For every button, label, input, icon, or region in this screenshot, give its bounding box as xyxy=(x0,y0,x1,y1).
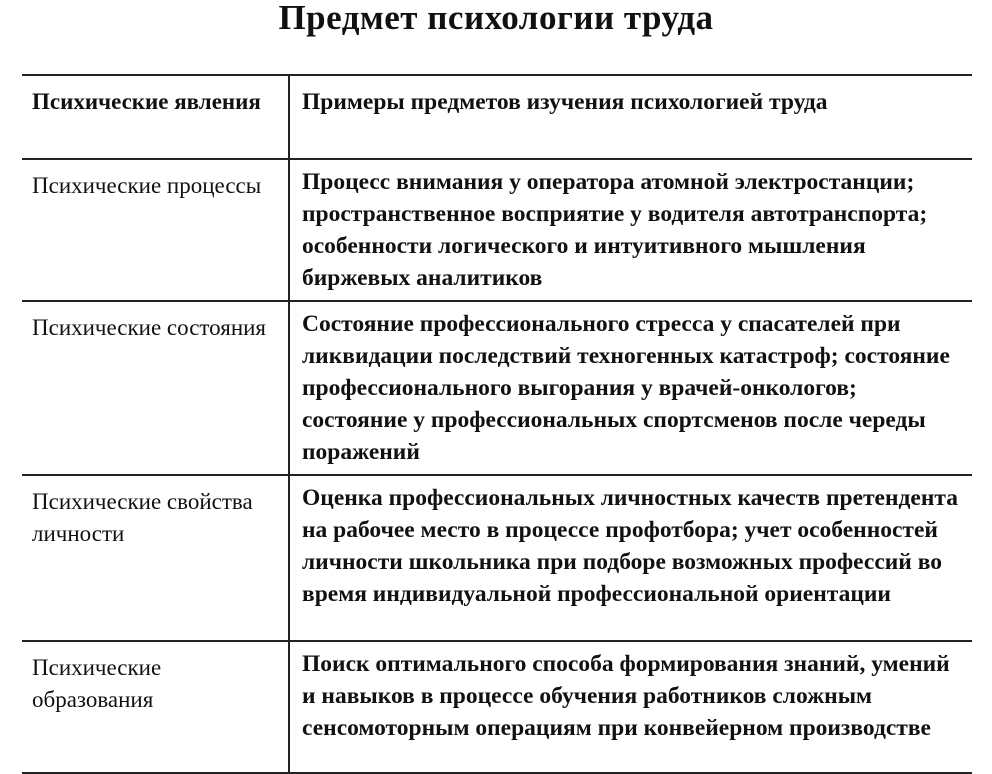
examples-text: Оценка профессиональных личностных качеств претендента на рабочее место в процессе профотбора; учет особенностей личности школьника при подборе возможных профессий во время индивидуальной профессиональной ориентации xyxy=(302,485,958,607)
page-title: Предмет психологии труда xyxy=(278,0,714,37)
header-phenomena-label: Психические явления xyxy=(32,89,261,114)
category-label: Психические процессы xyxy=(32,173,262,198)
header-cell-examples xyxy=(289,75,972,159)
examples-cell xyxy=(289,301,972,475)
examples-text: Поиск оптимального способа формирования знаний, умений и навыков в процессе обучения работников сложным сенсомоторным операциям при конвейерном производстве xyxy=(302,651,950,741)
table-row xyxy=(22,301,972,475)
category-cell xyxy=(22,641,289,773)
examples-cell xyxy=(289,159,972,301)
header-examples-label: Примеры предметов изучения психологией труда xyxy=(302,89,828,115)
category-label: Психические состояния xyxy=(32,315,267,340)
category-cell xyxy=(22,301,289,475)
examples-text: Состояние профессионального стресса у спасателей при ликвидации последствий техногенных катастроф; состояние профессионального выгорания у врачей-онкологов; состояние у профессиональных спортсменов после череды поражений xyxy=(302,311,950,465)
table-row xyxy=(22,475,972,641)
table-row xyxy=(22,159,972,301)
header-cell-phenomena xyxy=(22,75,289,159)
category-cell xyxy=(22,475,289,641)
category-label: Психические свойства личности xyxy=(32,489,253,546)
examples-text: Процесс внимания у оператора атомной электростанции; пространственное восприятие у водителя автотранспорта; особенности логического и интуитивного мышления биржевых аналитиков xyxy=(302,169,928,291)
category-label: Психические образования xyxy=(32,655,162,712)
examples-cell xyxy=(289,641,972,773)
psychology-table xyxy=(22,74,972,774)
examples-cell xyxy=(289,475,972,641)
table-header-row xyxy=(22,75,972,159)
category-cell xyxy=(22,159,289,301)
table-row xyxy=(22,641,972,773)
